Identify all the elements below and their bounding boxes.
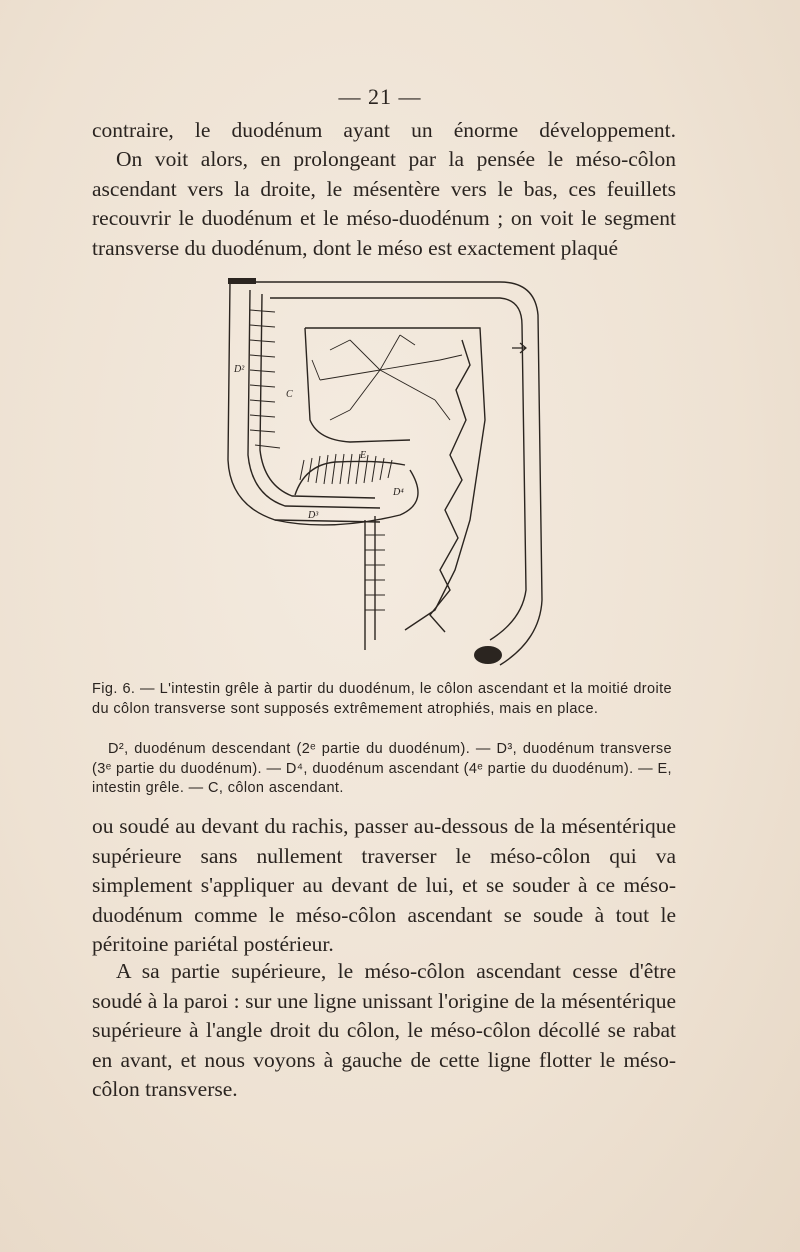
intestine-diagram (200, 270, 560, 680)
figure-caption: Fig. 6. — L'intestin grêle à partir du duodénum, le côlon ascendant et la moitié droite du côlon transverse sont supposés extrêmement atrophiés, mais en place. (92, 681, 672, 717)
arrow-icon (512, 343, 526, 353)
page-number: — 21 — (338, 84, 422, 109)
mesenteric-vessels (312, 335, 462, 420)
label-e: E (360, 450, 367, 461)
top-left-cap (228, 278, 256, 284)
colon-inner-outline (270, 298, 526, 640)
duodenum-d2-outer (228, 282, 380, 522)
ascending-colon-folds (430, 340, 470, 632)
label-c: C (286, 389, 293, 400)
paragraph-4: A sa partie supérieure, le méso-côlon ascendant cesse d'être soudé à la paroi : sur une ligne unissant l'origine de la mésentérique supérieure à l'angle droit du côlon, le méso-côlon décollé se rabat en avant, et nous voyons à gauche de cette ligne flotter le méso-côlon transverse. (92, 959, 676, 1101)
anatomical-figure (200, 270, 560, 680)
mesentery-frame (305, 328, 485, 630)
paragraph-1: contraire, le duodénum ayant un énorme développement. (92, 118, 676, 142)
colon-outer-outline (230, 282, 542, 665)
label-d2: D² (234, 364, 245, 375)
paragraph-3: ou soudé au devant du rachis, passer au-dessous de la mésentérique supérieure sans nullement traverser le méso-côlon qui va simplement s'appliquer au devant de lui, et se souder à ce méso-duodénum comme le méso-côlon ascendant se soude à tout le péritoine pariétal postérieur. (92, 814, 676, 956)
cecum-blob (474, 646, 502, 664)
figure-legend: D², duodénum descendant (2ᵉ partie du duodénum). — D³, duodénum transverse (3ᵉ partie du duodénum). — D⁴, duodénum ascendant (4ᵉ partie du duodénum). — E, intestin grêle. — C, côlon ascendant. (92, 741, 672, 796)
paragraph-2: On voit alors, en prolongeant par la pensée le méso-côlon ascendant vers la droite, le mésentère vers le bas, ces feuillets recouvrir le duodénum et le méso-duodénum ; on voit le segment transverse du duodénum, dont le méso est exactement plaqué (92, 147, 676, 260)
label-d4: D⁴ (393, 487, 404, 498)
label-d3: D³ (308, 510, 319, 521)
